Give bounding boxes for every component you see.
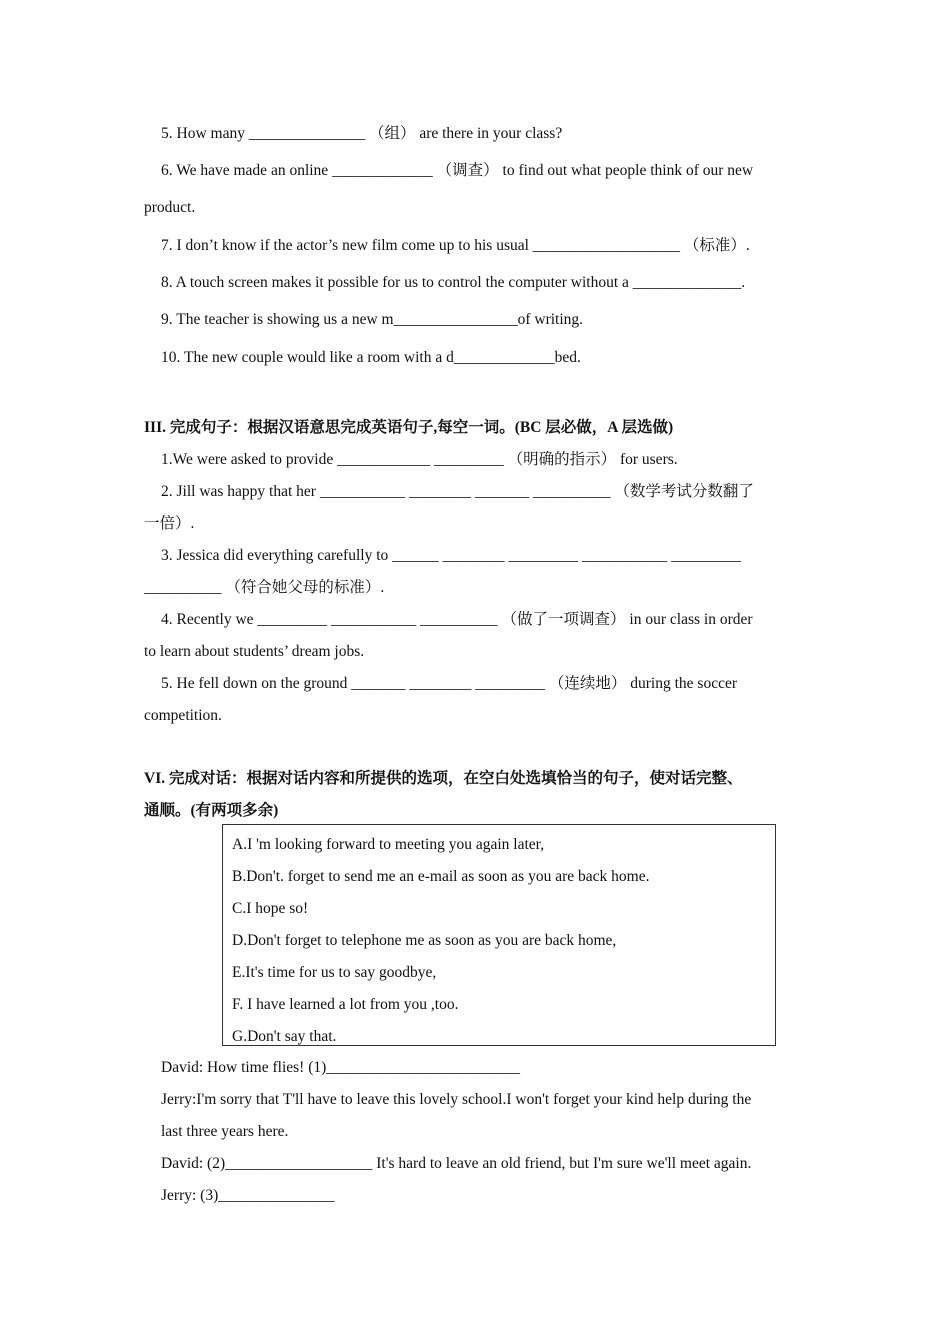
- sentence-7: 7. I don’t know if the actor’s new film come up to his usual ___________________ （标准）.: [161, 237, 750, 254]
- option-a: A.I 'm looking forward to meeting you again later,: [232, 836, 545, 853]
- dialogue-line-2: Jerry:I'm sorry that T'll have to leave this lovely school.I won't forget your kind help during the: [161, 1091, 752, 1108]
- dialogue-line-1: David: How time flies! (1)_________________________: [161, 1059, 521, 1076]
- section-vi-heading: VI. 完成对话：根据对话内容和所提供的选项，在空白处选填恰当的句子，使对话完整、: [144, 770, 743, 787]
- sentence-8: 8. A touch screen makes it possible for us to control the computer without a ______________.: [161, 274, 746, 291]
- completion-2: 2. Jill was happy that her ___________ ________ _______ __________ （数学考试分数翻了: [161, 483, 754, 500]
- completion-2-continued: 一倍）.: [144, 515, 195, 532]
- options-box: [222, 824, 776, 1046]
- option-g: G.Don't say that.: [232, 1028, 337, 1045]
- sentence-5: 5. How many _______________ （组） are there in your class?: [161, 125, 563, 142]
- completion-4-continued: to learn about students’ dream jobs.: [144, 643, 365, 660]
- dialogue-line-4: Jerry: (3)_______________: [161, 1187, 335, 1204]
- option-b: B.Don't. forget to send me an e-mail as soon as you are back home.: [232, 868, 650, 885]
- completion-5: 5. He fell down on the ground _______ ________ _________ （连续地） during the soccer: [161, 675, 738, 692]
- dialogue-line-2-continued: last three years here.: [161, 1123, 289, 1140]
- option-e: E.It's time for us to say goodbye,: [232, 964, 437, 981]
- dialogue-line-3: David: (2)___________________ It's hard to leave an old friend, but I'm sure we'll meet again.: [161, 1155, 752, 1172]
- completion-1: 1.We were asked to provide ____________ _________ （明确的指示） for users.: [161, 451, 678, 468]
- option-c: C.I hope so!: [232, 900, 309, 917]
- completion-3-continued: __________ （符合她父母的标准）.: [144, 579, 385, 596]
- option-f: F. I have learned a lot from you ,too.: [232, 996, 459, 1013]
- sentence-10: 10. The new couple would like a room with a d_____________bed.: [161, 349, 581, 366]
- sentence-9: 9. The teacher is showing us a new m________________of writing.: [161, 311, 584, 328]
- completion-4: 4. Recently we _________ ___________ __________ （做了一项调查） in our class in order: [161, 611, 753, 628]
- option-d: D.Don't forget to telephone me as soon as you are back home,: [232, 932, 617, 949]
- completion-5-continued: competition.: [144, 707, 222, 724]
- sentence-6: 6. We have made an online _____________ （调查） to find out what people think of our new: [161, 162, 754, 179]
- section-iii-heading: III. 完成句子：根据汉语意思完成英语句子,每空一词。(BC 层必做，A 层选做): [144, 419, 674, 436]
- section-vi-heading-continued: 通顺。(有两项多余): [144, 802, 279, 819]
- sentence-6-continued: product.: [144, 199, 196, 216]
- completion-3: 3. Jessica did everything carefully to ______ ________ _________ ___________ _________: [161, 547, 741, 564]
